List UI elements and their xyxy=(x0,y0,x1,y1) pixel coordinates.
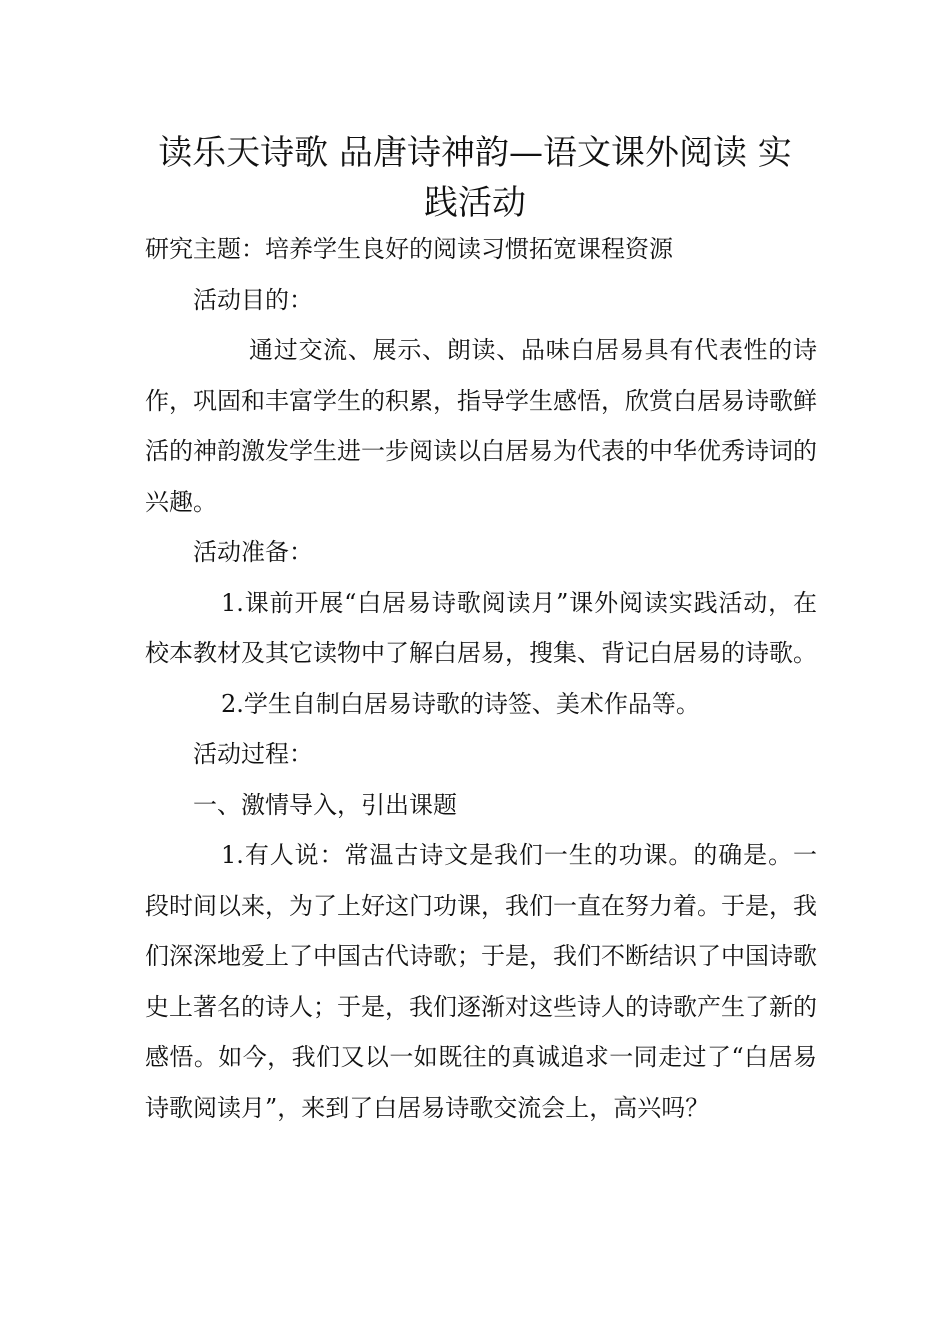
paragraph-process-heading: 活动过程： xyxy=(193,740,313,768)
paragraph-activity-goal-heading: 活动目的： xyxy=(193,285,313,314)
paragraph-preparation-1: 1.课前开展“白居易诗歌阅读月”课外阅读实践活动，在校本教材及其它读物中了解白居易，搜集、背记白居易的诗歌。 xyxy=(145,588,817,667)
paragraph-section-one-heading: 一、激情导入，引出课题 xyxy=(193,790,457,819)
paragraph-section-one-1: 1.有人说：常温古诗文是我们一生的功课。的确是。一段时间以来，为了上好这门功课，我们一直在努力着。于是，我们深深地爱上了中国古代诗歌；于是，我们不断结识了中国诗歌史上著名的诗人；于是，我们逐渐对这些诗人的诗歌产生了新的感悟。如今，我们又以一如既往的真诚追求一同走过了“白居易诗歌阅读月”，来到了白居易诗歌交流会上，高兴吗？ xyxy=(145,841,817,1122)
document-title: 读乐天诗歌 品唐诗神韵—语文课外阅读 实践活动 xyxy=(158,133,792,223)
paragraph-preparation-heading: 活动准备： xyxy=(193,538,313,566)
paragraph-preparation-2: 2.学生自制白居易诗歌的诗签、美术作品等。 xyxy=(221,689,700,718)
paragraph-research-topic: 研究主题：培养学生良好的阅读习惯拓宽课程资源 xyxy=(145,235,673,263)
paragraph-activity-goal: 通过交流、展示、朗读、品味白居易具有代表性的诗作，巩固和丰富学生的积累，指导学生感悟，欣赏白居易诗歌鲜活的神韵激发学生进一步阅读以白居易为代表的中华优秀诗词的兴趣。 xyxy=(145,336,817,516)
document-body xyxy=(145,224,817,1133)
